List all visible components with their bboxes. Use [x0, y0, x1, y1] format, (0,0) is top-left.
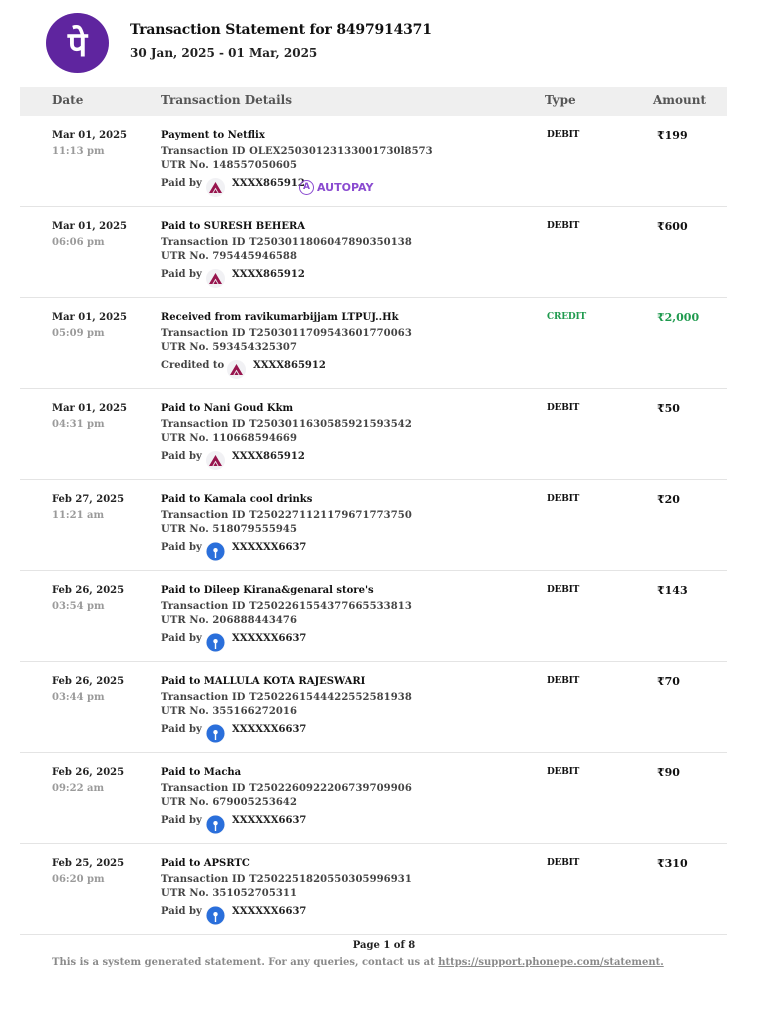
- transaction-time: 06:20 pm: [52, 874, 105, 885]
- transaction-type: DEBIT: [547, 221, 580, 231]
- transaction-id: Transaction ID T2503011709543601770063: [161, 328, 412, 339]
- pay-label: Paid by: [161, 815, 202, 826]
- transaction-type: DEBIT: [547, 403, 580, 413]
- table-row: [20, 116, 727, 207]
- transaction-date: Mar 01, 2025: [52, 312, 128, 323]
- transaction-time: 06:06 pm: [52, 237, 105, 248]
- sbi-bank-icon: [206, 724, 225, 743]
- column-date: Date: [52, 93, 84, 107]
- utr-number: UTR No. 351052705311: [161, 888, 298, 899]
- account-number: XXXXXX6637: [232, 815, 307, 826]
- transaction-id: Transaction ID T2502261554377665533813: [161, 601, 412, 612]
- transaction-id: Transaction ID T2502260922206739709906: [161, 783, 412, 794]
- axis-bank-icon: [206, 178, 225, 197]
- statement-period: 30 Jan, 2025 - 01 Mar, 2025: [130, 46, 318, 60]
- transaction-date: Mar 01, 2025: [52, 403, 128, 414]
- transaction-amount: ₹50: [657, 402, 680, 415]
- axis-bank-icon: [227, 360, 246, 379]
- table-row: [20, 480, 727, 571]
- transaction-description: Payment to Netflix: [161, 130, 265, 141]
- column-details: Transaction Details: [161, 93, 292, 107]
- transaction-type: DEBIT: [547, 494, 580, 504]
- transaction-type: DEBIT: [547, 858, 580, 868]
- table-row: [20, 298, 727, 389]
- transaction-amount: ₹199: [657, 129, 688, 142]
- pay-label: Credited to: [161, 360, 225, 371]
- transaction-id: Transaction ID OLEX25030123133001730l8573: [161, 146, 433, 157]
- transaction-time: 03:54 pm: [52, 601, 105, 612]
- utr-number: UTR No. 110668594669: [161, 433, 298, 444]
- utr-number: UTR No. 593454325307: [161, 342, 298, 353]
- table-row: [20, 662, 727, 753]
- footer-note: [52, 957, 664, 968]
- account-number: XXXX865912: [232, 178, 305, 189]
- transactions-list: [20, 116, 727, 935]
- transaction-time: 03:44 pm: [52, 692, 105, 703]
- transaction-amount: ₹20: [657, 493, 680, 506]
- sbi-bank-icon: [206, 542, 225, 561]
- account-number: XXXXXX6637: [232, 633, 307, 644]
- transaction-time: 11:13 pm: [52, 146, 105, 157]
- statement-header: [46, 13, 726, 77]
- pay-label: Paid by: [161, 906, 202, 917]
- pay-label: Paid by: [161, 633, 202, 644]
- transaction-type: CREDIT: [547, 312, 587, 322]
- statement-title: Transaction Statement for 8497914371: [130, 22, 432, 38]
- utr-number: UTR No. 206888443476: [161, 615, 298, 626]
- pay-label: Paid by: [161, 724, 202, 735]
- transaction-date: Feb 26, 2025: [52, 767, 125, 778]
- transaction-id: Transaction ID T2502261544422552581938: [161, 692, 412, 703]
- table-row: [20, 207, 727, 298]
- phonepe-logo: पे: [46, 13, 109, 73]
- account-number: XXXX865912: [232, 451, 305, 462]
- account-number: XXXX865912: [232, 269, 305, 280]
- transaction-date: Feb 27, 2025: [52, 494, 125, 505]
- transaction-description: Paid to Nani Goud Kkm: [161, 403, 294, 414]
- transaction-date: Feb 26, 2025: [52, 585, 125, 596]
- account-number: XXXX865912: [253, 360, 326, 371]
- transaction-type: DEBIT: [547, 767, 580, 777]
- transaction-amount: ₹70: [657, 675, 680, 688]
- pay-label: Paid by: [161, 542, 202, 553]
- transaction-description: Paid to Dileep Kirana&genaral store's: [161, 585, 374, 596]
- transaction-amount: ₹600: [657, 220, 688, 233]
- transaction-date: Mar 01, 2025: [52, 130, 128, 141]
- table-header: [20, 87, 727, 116]
- transaction-description: Paid to APSRTC: [161, 858, 250, 869]
- utr-number: UTR No. 355166272016: [161, 706, 298, 717]
- pay-label: Paid by: [161, 451, 202, 462]
- support-link[interactable]: https://support.phonepe.com/statement.: [438, 957, 664, 968]
- page-indicator: Page 1 of 8: [352, 940, 416, 951]
- transaction-date: Feb 25, 2025: [52, 858, 125, 869]
- transaction-time: 04:31 pm: [52, 419, 105, 430]
- transaction-id: Transaction ID T2502251820550305996931: [161, 874, 412, 885]
- autopay-icon: A: [299, 180, 314, 195]
- sbi-bank-icon: [206, 906, 225, 925]
- transaction-type: DEBIT: [547, 676, 580, 686]
- table-row: [20, 844, 727, 935]
- table-row: [20, 389, 727, 480]
- transaction-amount: ₹310: [657, 857, 688, 870]
- transaction-id: Transaction ID T2503011630585921593542: [161, 419, 412, 430]
- transaction-type: DEBIT: [547, 585, 580, 595]
- account-number: XXXXXX6637: [232, 542, 307, 553]
- table-row: [20, 571, 727, 662]
- account-number: XXXXXX6637: [232, 724, 307, 735]
- footer-note-text: This is a system generated statement. For any queries, contact us at: [52, 957, 439, 968]
- table-row: [20, 753, 727, 844]
- autopay-badge: [299, 178, 373, 196]
- sbi-bank-icon: [206, 633, 225, 652]
- pay-label: Paid by: [161, 269, 202, 280]
- transaction-date: Mar 01, 2025: [52, 221, 128, 232]
- pay-label: Paid by: [161, 178, 202, 189]
- transaction-description: Paid to Kamala cool drinks: [161, 494, 313, 505]
- column-type: Type: [545, 93, 576, 107]
- utr-number: UTR No. 518079555945: [161, 524, 298, 535]
- transaction-time: 05:09 pm: [52, 328, 105, 339]
- axis-bank-icon: [206, 269, 225, 288]
- account-number: XXXXXX6637: [232, 906, 307, 917]
- transaction-amount: ₹143: [657, 584, 688, 597]
- transaction-description: Paid to SURESH BEHERA: [161, 221, 306, 232]
- transaction-description: Paid to MALLULA KOTA RAJESWARI: [161, 676, 366, 687]
- axis-bank-icon: [206, 451, 225, 470]
- transaction-amount: ₹2,000: [657, 311, 700, 324]
- transaction-time: 11:21 am: [52, 510, 105, 521]
- utr-number: UTR No. 795445946588: [161, 251, 298, 262]
- transaction-description: Paid to Macha: [161, 767, 242, 778]
- autopay-label: AUTOPAY: [317, 180, 374, 194]
- transaction-id: Transaction ID T2503011806047890350138: [161, 237, 412, 248]
- transaction-time: 09:22 am: [52, 783, 105, 794]
- column-amount: Amount: [653, 93, 707, 107]
- utr-number: UTR No. 148557050605: [161, 160, 298, 171]
- transaction-date: Feb 26, 2025: [52, 676, 125, 687]
- transaction-amount: ₹90: [657, 766, 680, 779]
- utr-number: UTR No. 679005253642: [161, 797, 298, 808]
- transaction-description: Received from ravikumarbijjam LTPUJ..Hk: [161, 312, 399, 323]
- sbi-bank-icon: [206, 815, 225, 834]
- transaction-id: Transaction ID T2502271121179671773750: [161, 510, 412, 521]
- transaction-type: DEBIT: [547, 130, 580, 140]
